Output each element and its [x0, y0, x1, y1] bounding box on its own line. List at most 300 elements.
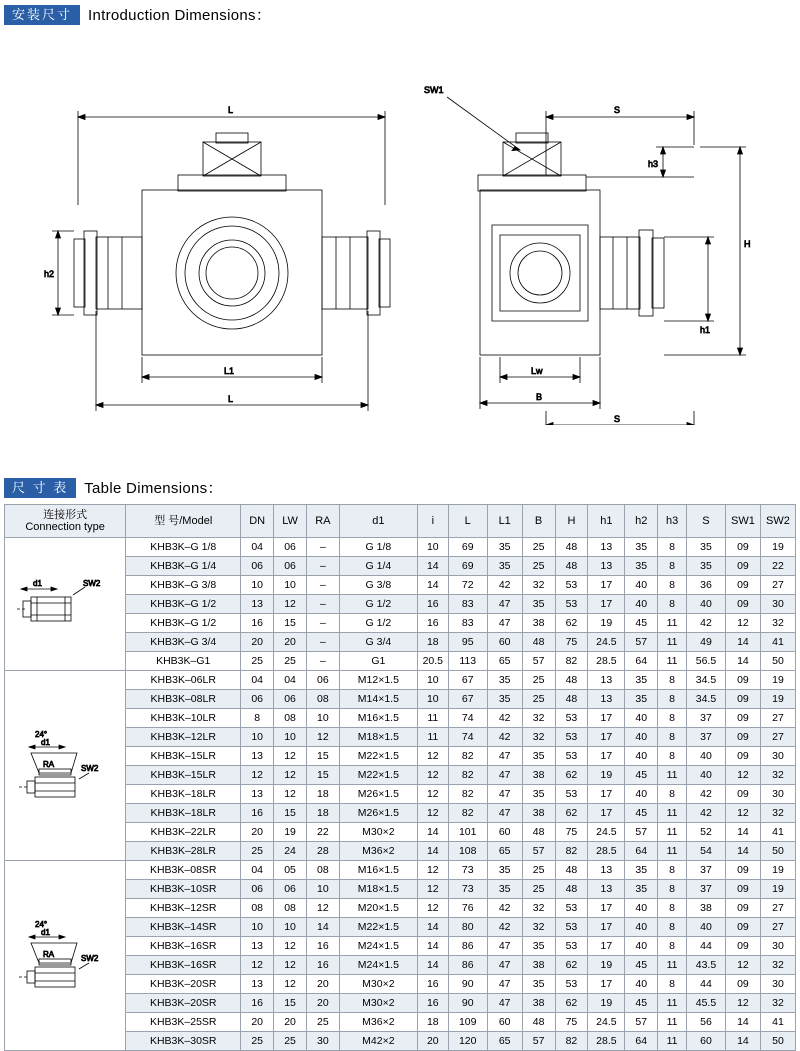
cell-value: 82 — [555, 1032, 588, 1051]
cell-value: 62 — [555, 614, 588, 633]
cell-value: 24.5 — [588, 823, 625, 842]
cell-value: 40 — [686, 766, 725, 785]
cell-value: 12 — [274, 975, 307, 994]
cell-value: 04 — [241, 861, 274, 880]
cell-value: 25 — [241, 842, 274, 861]
cell-value: 35 — [487, 538, 522, 557]
cell-value: 15 — [306, 747, 339, 766]
cell-value: 19 — [588, 614, 625, 633]
cell-value: 14 — [417, 918, 448, 937]
cell-value: 57 — [625, 1013, 658, 1032]
cell-value: 25 — [522, 557, 555, 576]
cell-value: 25 — [522, 690, 555, 709]
cell-value: 19 — [274, 823, 307, 842]
cell-value: 16 — [306, 956, 339, 975]
cell-value: 28.5 — [588, 652, 625, 671]
cell-value: 13 — [588, 880, 625, 899]
cell-value: 38 — [522, 994, 555, 1013]
cell-value: 22 — [760, 557, 795, 576]
cell-value: 41 — [760, 1013, 795, 1032]
cell-value: 25 — [522, 861, 555, 880]
cell-value: 08 — [274, 899, 307, 918]
cell-value: 53 — [555, 576, 588, 595]
cell-model: KHB3K–08SR — [126, 861, 241, 880]
table-section-header — [0, 473, 800, 498]
cell-value: 8 — [241, 709, 274, 728]
table-body — [5, 538, 796, 1051]
drawing-svg — [0, 25, 800, 425]
table-row — [5, 861, 796, 880]
cell-value: 86 — [448, 956, 487, 975]
cell-value: 32 — [522, 728, 555, 747]
cell-value: 42 — [686, 614, 725, 633]
cell-value: 67 — [448, 690, 487, 709]
dimension-drawing — [0, 25, 800, 425]
cell-value: 75 — [555, 1013, 588, 1032]
cell-value: 27 — [760, 576, 795, 595]
cell-value: 35 — [522, 975, 555, 994]
th-dn: DN — [241, 505, 274, 538]
cell-value: 17 — [588, 709, 625, 728]
cell-value: 60 — [686, 1032, 725, 1051]
cell-value: 57 — [625, 633, 658, 652]
cell-value: 8 — [658, 557, 687, 576]
cell-value: 74 — [448, 728, 487, 747]
cell-value: 40 — [625, 576, 658, 595]
cell-value: 47 — [487, 595, 522, 614]
cell-value: 38 — [686, 899, 725, 918]
th-h1: h1 — [588, 505, 625, 538]
cell-value: 10 — [306, 709, 339, 728]
cell-value: 14 — [417, 937, 448, 956]
cell-value: 50 — [760, 652, 795, 671]
cell-value: 40 — [625, 918, 658, 937]
cell-value: 8 — [658, 861, 687, 880]
cell-value: 45 — [625, 804, 658, 823]
cell-value: 48 — [555, 557, 588, 576]
cell-value: 05 — [274, 861, 307, 880]
cell-value: 42 — [487, 918, 522, 937]
cell-value: 35 — [625, 671, 658, 690]
cell-value: 14 — [725, 823, 760, 842]
cell-value: M30×2 — [339, 975, 417, 994]
cell-value: 38 — [522, 614, 555, 633]
cell-value: 09 — [725, 937, 760, 956]
cell-value: M18×1.5 — [339, 880, 417, 899]
cell-value: 35 — [487, 690, 522, 709]
cell-value: 48 — [522, 633, 555, 652]
cell-value: 19 — [760, 690, 795, 709]
cell-model: KHB3K–G1 — [126, 652, 241, 671]
cell-value: 64 — [625, 842, 658, 861]
cell-value: 12 — [274, 937, 307, 956]
dimensions-table — [4, 504, 796, 1051]
cell-value: – — [306, 595, 339, 614]
intro-section-header — [0, 0, 800, 25]
cell-model: KHB3K–12SR — [126, 899, 241, 918]
cell-value: 15 — [274, 994, 307, 1013]
cell-value: 65 — [487, 842, 522, 861]
cell-value: 06 — [241, 880, 274, 899]
cell-model: KHB3K–G 1/8 — [126, 538, 241, 557]
cell-value: 16 — [417, 994, 448, 1013]
cell-value: 64 — [625, 652, 658, 671]
cell-value: 18 — [306, 804, 339, 823]
cell-model: KHB3K–08LR — [126, 690, 241, 709]
cell-value: 11 — [658, 956, 687, 975]
cell-value: 48 — [555, 880, 588, 899]
cell-value: 73 — [448, 880, 487, 899]
cell-value: 8 — [658, 747, 687, 766]
cell-value: M22×1.5 — [339, 747, 417, 766]
cell-value: 8 — [658, 690, 687, 709]
intro-badge: 安装尺寸 — [4, 5, 80, 25]
cell-value: 14 — [417, 842, 448, 861]
cell-value: 19 — [760, 861, 795, 880]
cell-value: M16×1.5 — [339, 709, 417, 728]
cell-value: 17 — [588, 899, 625, 918]
cell-value: 25 — [274, 1032, 307, 1051]
cell-value: 28.5 — [588, 1032, 625, 1051]
cell-value: 24.5 — [588, 1013, 625, 1032]
cell-value: 12 — [306, 899, 339, 918]
cell-value: 40 — [686, 918, 725, 937]
cell-value: 19 — [588, 956, 625, 975]
cell-value: 53 — [555, 595, 588, 614]
cell-value: 57 — [522, 842, 555, 861]
cell-value: 12 — [417, 785, 448, 804]
cell-value: 25 — [522, 671, 555, 690]
svg-text:RA: RA — [43, 759, 55, 769]
cell-model: KHB3K–G 1/2 — [126, 595, 241, 614]
cell-value: 11 — [658, 994, 687, 1013]
cell-value: 75 — [555, 633, 588, 652]
cell-value: 27 — [760, 899, 795, 918]
cell-value: 53 — [555, 899, 588, 918]
cell-value: 48 — [555, 861, 588, 880]
cell-value: 35 — [625, 557, 658, 576]
cell-value: 09 — [725, 880, 760, 899]
cell-value: 47 — [487, 614, 522, 633]
cell-model: KHB3K–18LR — [126, 785, 241, 804]
cell-value: 35 — [625, 861, 658, 880]
cell-value: 10 — [274, 918, 307, 937]
cell-value: 30 — [760, 975, 795, 994]
cell-value: 25 — [241, 652, 274, 671]
cell-value: 12 — [241, 766, 274, 785]
cell-value: 35 — [686, 557, 725, 576]
svg-text:L: L — [228, 394, 234, 404]
cell-value: 120 — [448, 1032, 487, 1051]
connection-type-cell — [5, 538, 126, 671]
cell-value: 09 — [725, 728, 760, 747]
cell-value: 10 — [306, 880, 339, 899]
cell-value: 14 — [725, 633, 760, 652]
th-ra: RA — [306, 505, 339, 538]
th-s: S — [686, 505, 725, 538]
cell-value: 57 — [522, 652, 555, 671]
cell-value: M36×2 — [339, 842, 417, 861]
table-row — [5, 538, 796, 557]
cell-value: 12 — [306, 728, 339, 747]
cell-value: 11 — [658, 1013, 687, 1032]
cell-value: 17 — [588, 975, 625, 994]
cell-value: 28 — [306, 842, 339, 861]
cell-model: KHB3K–10SR — [126, 880, 241, 899]
cell-value: 14 — [725, 652, 760, 671]
cell-value: M26×1.5 — [339, 804, 417, 823]
cell-value: 11 — [658, 804, 687, 823]
cell-value: 20 — [241, 823, 274, 842]
table-title: Table Dimensions： — [84, 480, 223, 497]
cell-model: KHB3K–15LR — [126, 747, 241, 766]
cell-value: 32 — [760, 804, 795, 823]
cell-value: 09 — [725, 690, 760, 709]
cell-value: 13 — [588, 538, 625, 557]
cell-value: 11 — [658, 652, 687, 671]
cell-value: 82 — [448, 747, 487, 766]
cell-value: 09 — [725, 899, 760, 918]
cell-value: 65 — [487, 1032, 522, 1051]
cell-value: 95 — [448, 633, 487, 652]
svg-text:H: H — [744, 239, 751, 249]
cell-value: 48 — [555, 538, 588, 557]
cell-value: 17 — [588, 804, 625, 823]
cell-value: 10 — [274, 576, 307, 595]
cell-value: 13 — [588, 690, 625, 709]
cell-value: 25 — [274, 652, 307, 671]
cell-value: 50 — [760, 842, 795, 861]
cell-value: 12 — [725, 766, 760, 785]
cell-value: 56 — [686, 1013, 725, 1032]
cell-value: 14 — [417, 557, 448, 576]
cell-value: 72 — [448, 576, 487, 595]
cell-value: 13 — [588, 861, 625, 880]
cell-value: 8 — [658, 785, 687, 804]
cell-value: 8 — [658, 975, 687, 994]
cell-value: 04 — [274, 671, 307, 690]
cell-value: 53 — [555, 728, 588, 747]
cell-value: 12 — [241, 956, 274, 975]
cell-value: 20 — [306, 975, 339, 994]
cell-value: 24 — [274, 842, 307, 861]
cell-value: 10 — [241, 728, 274, 747]
cell-model: KHB3K–22LR — [126, 823, 241, 842]
cell-value: 12 — [274, 595, 307, 614]
cell-value: 13 — [241, 785, 274, 804]
cell-value: 25 — [522, 538, 555, 557]
th-d1: d1 — [339, 505, 417, 538]
cell-value: 35 — [686, 538, 725, 557]
th-sw1: SW1 — [725, 505, 760, 538]
cell-value: M20×1.5 — [339, 899, 417, 918]
cell-value: 47 — [487, 785, 522, 804]
cell-value: 90 — [448, 994, 487, 1013]
cell-value: 37 — [686, 709, 725, 728]
cell-value: 09 — [725, 576, 760, 595]
cell-model: KHB3K–30SR — [126, 1032, 241, 1051]
cell-value: 17 — [588, 595, 625, 614]
cell-value: 27 — [760, 918, 795, 937]
cell-value: 11 — [658, 633, 687, 652]
cell-value: 38 — [522, 766, 555, 785]
cell-value: 06 — [241, 557, 274, 576]
cell-value: 06 — [274, 690, 307, 709]
cell-value: 42 — [686, 785, 725, 804]
cell-value: 56.5 — [686, 652, 725, 671]
cell-value: 65 — [487, 652, 522, 671]
cell-value: 16 — [417, 975, 448, 994]
cell-value: 35 — [487, 861, 522, 880]
cell-value: 42 — [686, 804, 725, 823]
cell-value: 12 — [417, 804, 448, 823]
cell-value: 09 — [725, 671, 760, 690]
cell-value: 43.5 — [686, 956, 725, 975]
cell-value: 20.5 — [417, 652, 448, 671]
table-badge: 尺 寸 表 — [4, 478, 76, 498]
cell-value: 64 — [625, 1032, 658, 1051]
cell-value: 47 — [487, 994, 522, 1013]
cell-value: 32 — [522, 918, 555, 937]
cell-value: 54 — [686, 842, 725, 861]
cell-value: 47 — [487, 766, 522, 785]
th-h2: h2 — [625, 505, 658, 538]
cell-value: 47 — [487, 804, 522, 823]
cell-value: 14 — [725, 1013, 760, 1032]
th-l: L — [448, 505, 487, 538]
cell-value: 14 — [306, 918, 339, 937]
svg-text:24°: 24° — [35, 919, 48, 929]
cell-value: 90 — [448, 975, 487, 994]
cell-value: 09 — [725, 595, 760, 614]
cell-value: 14 — [725, 842, 760, 861]
cell-value: 35 — [625, 538, 658, 557]
cell-value: 52 — [686, 823, 725, 842]
cell-value: 62 — [555, 994, 588, 1013]
cell-value: 19 — [588, 766, 625, 785]
cell-value: – — [306, 538, 339, 557]
cell-value: 13 — [241, 747, 274, 766]
cell-value: 35 — [625, 690, 658, 709]
cell-value: 44 — [686, 937, 725, 956]
cell-value: 12 — [725, 994, 760, 1013]
cell-value: M30×2 — [339, 823, 417, 842]
cell-value: 20 — [274, 1013, 307, 1032]
cell-value: 32 — [522, 709, 555, 728]
cell-value: 25 — [241, 1032, 274, 1051]
cell-value: 53 — [555, 918, 588, 937]
cell-value: 62 — [555, 804, 588, 823]
cell-value: 20 — [274, 633, 307, 652]
cell-model: KHB3K–06LR — [126, 671, 241, 690]
cell-value: 45 — [625, 614, 658, 633]
cell-value: 30 — [760, 747, 795, 766]
cell-value: 16 — [241, 614, 274, 633]
cell-value: 32 — [522, 899, 555, 918]
th-connection-type — [5, 505, 126, 538]
th-i: i — [417, 505, 448, 538]
cell-value: 19 — [588, 994, 625, 1013]
cell-value: 12 — [274, 785, 307, 804]
cell-value: – — [306, 614, 339, 633]
cell-value: 11 — [658, 614, 687, 633]
cell-value: 45 — [625, 766, 658, 785]
cell-value: 17 — [588, 728, 625, 747]
cell-value: 25 — [306, 1013, 339, 1032]
cell-value: 109 — [448, 1013, 487, 1032]
cell-value: 13 — [241, 937, 274, 956]
cell-value: 18 — [417, 633, 448, 652]
cell-value: 35 — [487, 671, 522, 690]
cell-value: 08 — [306, 861, 339, 880]
cell-value: 113 — [448, 652, 487, 671]
cell-value: 12 — [274, 747, 307, 766]
cell-value: 45.5 — [686, 994, 725, 1013]
cell-value: 06 — [274, 557, 307, 576]
cell-value: 35 — [522, 937, 555, 956]
cell-value: 57 — [522, 1032, 555, 1051]
connection-type-cell — [5, 671, 126, 861]
cell-value: 49 — [686, 633, 725, 652]
cell-value: 82 — [448, 804, 487, 823]
cell-value: 06 — [274, 880, 307, 899]
cell-value: 10 — [417, 538, 448, 557]
cell-value: 10 — [241, 918, 274, 937]
cell-model: KHB3K–25SR — [126, 1013, 241, 1032]
cell-value: 13 — [241, 595, 274, 614]
cell-value: 27 — [760, 728, 795, 747]
th-connection-en: Connection type — [25, 521, 105, 533]
cell-value: 12 — [417, 880, 448, 899]
cell-value: 04 — [241, 671, 274, 690]
svg-text:d1: d1 — [41, 737, 50, 747]
cell-value: 74 — [448, 709, 487, 728]
cell-value: 8 — [658, 899, 687, 918]
svg-text:d1: d1 — [33, 579, 42, 588]
cell-value: 40 — [625, 747, 658, 766]
cell-value: 40 — [625, 728, 658, 747]
th-lw: LW — [274, 505, 307, 538]
cell-value: 17 — [588, 937, 625, 956]
th-sw2: SW2 — [760, 505, 795, 538]
cell-model: KHB3K–18LR — [126, 804, 241, 823]
cell-value: 10 — [241, 576, 274, 595]
cell-value: 04 — [241, 538, 274, 557]
cell-value: 16 — [241, 994, 274, 1013]
cell-value: 34.5 — [686, 690, 725, 709]
th-model: 型 号/Model — [126, 505, 241, 538]
cell-value: 48 — [522, 823, 555, 842]
cell-value: 40 — [625, 595, 658, 614]
cell-value: 12 — [274, 766, 307, 785]
sr-cone-connection-icon — [6, 862, 124, 1049]
cell-value: 8 — [658, 880, 687, 899]
cell-value: 53 — [555, 975, 588, 994]
cell-value: – — [306, 652, 339, 671]
cell-value: 11 — [658, 823, 687, 842]
cell-value: 38 — [522, 804, 555, 823]
cell-value: 47 — [487, 747, 522, 766]
th-h3: h3 — [658, 505, 687, 538]
cell-value: M22×1.5 — [339, 918, 417, 937]
cell-value: 15 — [274, 614, 307, 633]
cell-value: 48 — [522, 1013, 555, 1032]
svg-text:S: S — [614, 105, 621, 115]
cell-value: 73 — [448, 861, 487, 880]
table-row — [5, 671, 796, 690]
cell-value: 13 — [588, 557, 625, 576]
cell-value: 28.5 — [588, 842, 625, 861]
